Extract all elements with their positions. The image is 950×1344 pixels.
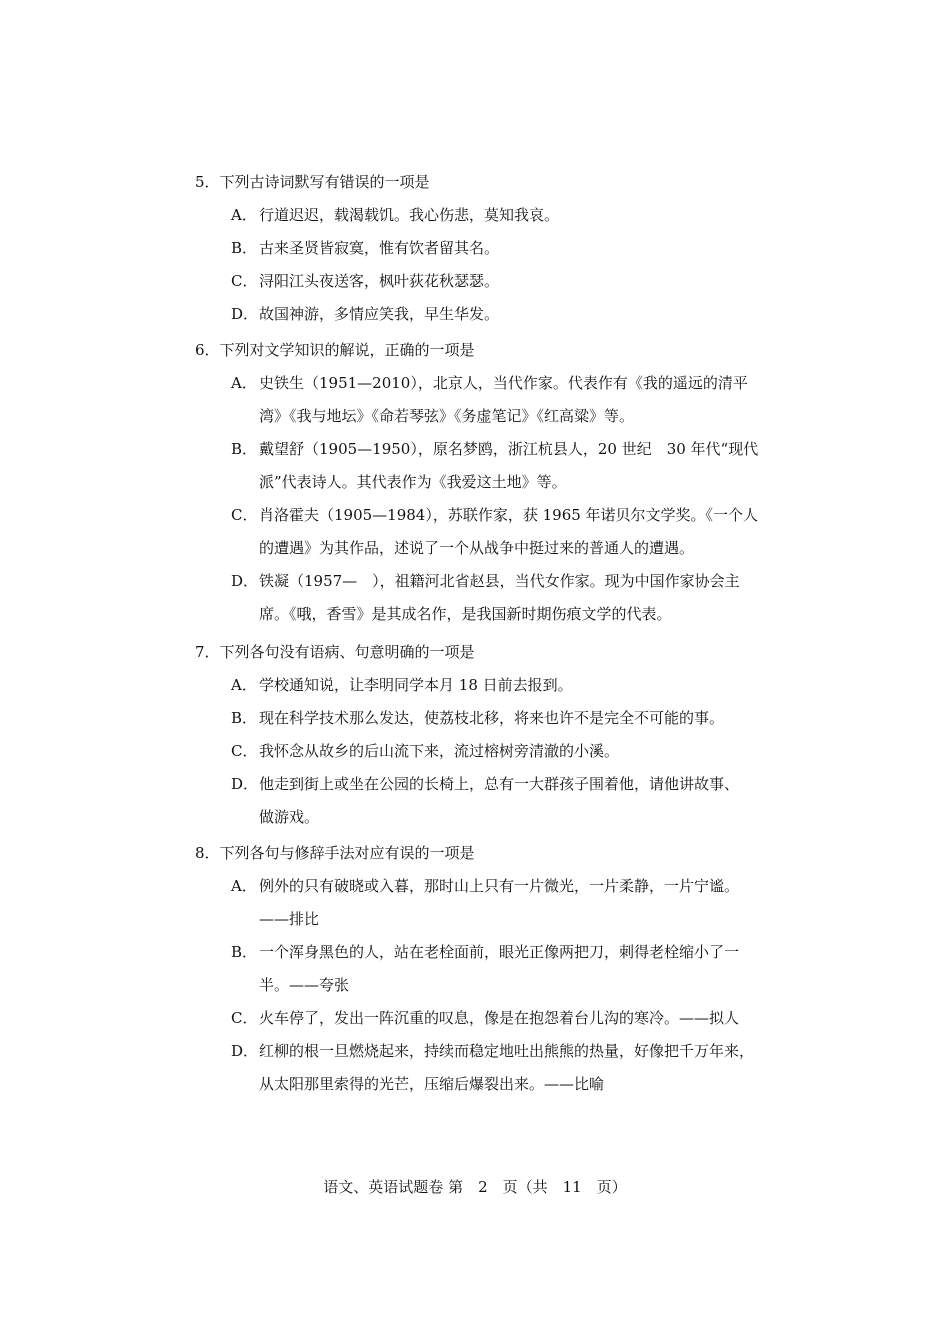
option-d <box>195 303 795 325</box>
question-stem: 5．下列古诗词默写有错误的一项是 <box>195 173 430 191</box>
option-text-continued: 席。《哦，香雪》是其成名作，是我国新时期伤痕文学的代表。 <box>259 605 672 623</box>
question-5 <box>195 171 795 325</box>
option-d <box>195 570 795 625</box>
option-b <box>195 707 795 729</box>
option-letter: C． <box>231 506 258 524</box>
option-text-continued: ——排比 <box>259 910 320 928</box>
question-7 <box>195 641 795 828</box>
option-text: 戴望舒（1905—1950），原名梦鸥，浙江杭县人，20 世纪 30 年代“现代 <box>259 440 759 458</box>
option-letter: C． <box>231 272 258 290</box>
option-letter: D． <box>231 775 259 793</box>
option-c <box>195 504 795 559</box>
option-letter: A． <box>231 206 257 224</box>
option-letter: B． <box>231 239 258 257</box>
option-text-continued: 从太阳那里索得的光芒，压缩后爆裂出来。——比喻 <box>259 1075 605 1093</box>
option-c <box>195 740 795 762</box>
option-d <box>195 773 795 828</box>
option-text: 古来圣贤皆寂寞，惟有饮者留其名。 <box>259 239 500 257</box>
option-text: 现在科学技术那么发达，使荔枝北移，将来也许不是完全不可能的事。 <box>259 709 725 727</box>
option-text-continued: 派”代表诗人。其代表作为《我爱这土地》等。 <box>259 473 567 491</box>
option-a <box>195 372 795 427</box>
question-stem: 7．下列各句没有语病、句意明确的一项是 <box>195 643 475 661</box>
question-stem: 6．下列对文学知识的解说，正确的一项是 <box>195 341 475 359</box>
option-b <box>195 438 795 493</box>
option-text-continued: 的遭遇》为其作品，述说了一个从战争中挺过来的普通人的遭遇。 <box>259 539 695 557</box>
option-a <box>195 875 795 930</box>
page-footer: 语文、英语试题卷 第 2 页（共 11 页） <box>323 1178 627 1196</box>
option-letter: D． <box>231 572 259 590</box>
question-8 <box>195 842 795 1095</box>
option-b <box>195 237 795 259</box>
option-a <box>195 204 795 226</box>
option-letter: A． <box>231 877 257 895</box>
option-letter: B． <box>231 943 258 961</box>
option-text: 他走到街上或坐在公园的长椅上，总有一大群孩子围着他，请他讲故事、 <box>259 775 740 793</box>
option-c <box>195 1007 795 1029</box>
option-text: 一个浑身黑色的人，站在老栓面前，眼光正像两把刀，刺得老栓缩小了一 <box>259 943 740 961</box>
option-letter: D． <box>231 305 259 323</box>
option-letter: B． <box>231 709 258 727</box>
option-text: 我怀念从故乡的后山流下来，流过榕树旁清澈的小溪。 <box>259 742 620 760</box>
option-text: 学校通知说，让李明同学本月 18 日前去报到。 <box>259 676 573 694</box>
question-6 <box>195 339 795 625</box>
option-letter: A． <box>231 676 257 694</box>
option-text: 行道迟迟，载渴载饥。我心伤悲，莫知我哀。 <box>259 206 560 224</box>
option-d <box>195 1040 795 1095</box>
option-letter: C． <box>231 1009 258 1027</box>
option-text: 史铁生（1951—2010），北京人，当代作家。代表作有《我的遥远的清平 <box>259 374 748 392</box>
option-text: 浔阳江头夜送客，枫叶荻花秋瑟瑟。 <box>259 272 500 290</box>
option-text-continued: 湾》《我与地坛》《命若琴弦》《务虚笔记》《红高粱》等。 <box>259 407 635 425</box>
option-text-continued: 半。——夸张 <box>259 976 350 994</box>
option-letter: B． <box>231 440 258 458</box>
option-text-continued: 做游戏。 <box>259 808 320 826</box>
option-letter: D． <box>231 1042 259 1060</box>
question-stem: 8．下列各句与修辞手法对应有误的一项是 <box>195 844 475 862</box>
option-text: 故国神游，多情应笑我，早生华发。 <box>259 305 500 323</box>
option-letter: A． <box>231 374 257 392</box>
option-c <box>195 270 795 292</box>
option-text: 肖洛霍夫（1905—1984），苏联作家，获 1965 年诺贝尔文学奖。《一个人 <box>259 506 759 524</box>
option-text: 红柳的根一旦燃烧起来，持续而稳定地吐出熊熊的热量，好像把千万年来， <box>259 1042 755 1060</box>
option-text: 铁凝（1957— ），祖籍河北省赵县，当代女作家。现为中国作家协会主 <box>259 572 740 590</box>
option-text: 例外的只有破晓或入暮，那时山上只有一片微光，一片柔静，一片宁谧。 <box>259 877 740 895</box>
option-a <box>195 674 795 696</box>
option-text: 火车停了，发出一阵沉重的叹息，像是在抱怨着台儿沟的寒冷。——拟人 <box>259 1009 740 1027</box>
option-b <box>195 941 795 996</box>
option-letter: C． <box>231 742 258 760</box>
